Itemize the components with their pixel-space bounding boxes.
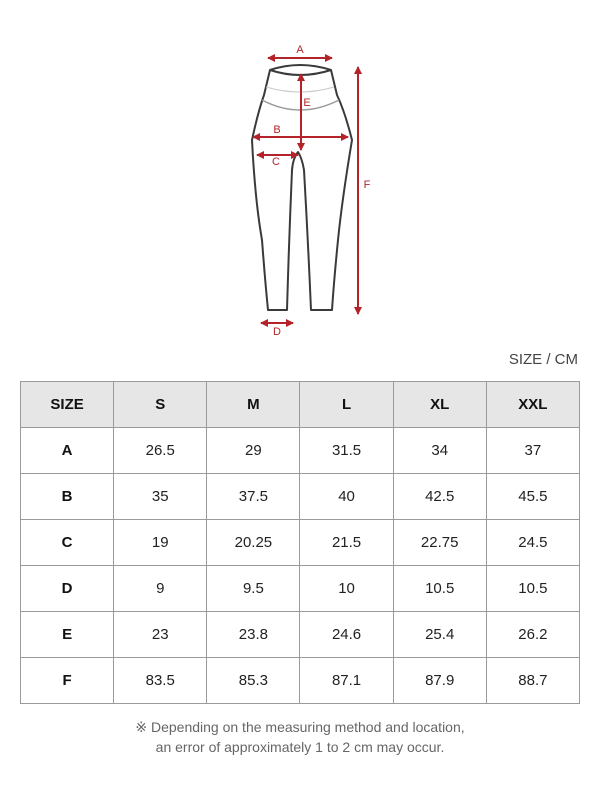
header-cell: XL <box>393 382 486 428</box>
table-cell: 19 <box>114 520 207 566</box>
row-label: E <box>21 612 114 658</box>
table-cell: 26.5 <box>114 428 207 474</box>
table-cell: 25.4 <box>393 612 486 658</box>
measurement-note <box>0 717 600 757</box>
table-cell: 35 <box>114 474 207 520</box>
table-cell: 23 <box>114 612 207 658</box>
header-cell: XXL <box>486 382 579 428</box>
row-label: A <box>21 428 114 474</box>
table-cell: 20.25 <box>207 520 300 566</box>
table-row <box>21 658 580 704</box>
size-table <box>20 381 580 704</box>
unit-label: SIZE / CM <box>508 351 578 368</box>
table-cell: 9 <box>114 566 207 612</box>
table-row <box>21 566 580 612</box>
row-label: F <box>21 658 114 704</box>
table-cell: 29 <box>207 428 300 474</box>
table-row <box>21 612 580 658</box>
table-row <box>21 474 580 520</box>
table-cell: 22.75 <box>393 520 486 566</box>
table-cell: 24.6 <box>300 612 393 658</box>
table-cell: 45.5 <box>486 474 579 520</box>
row-label: B <box>21 474 114 520</box>
table-cell: 10.5 <box>393 566 486 612</box>
table-cell: 21.5 <box>300 520 393 566</box>
row-label: D <box>21 566 114 612</box>
label-b: B <box>273 124 281 136</box>
table-cell: 9.5 <box>207 566 300 612</box>
label-c: C <box>272 156 280 168</box>
label-d: D <box>273 326 281 338</box>
waistband-top-curve <box>270 65 331 70</box>
header-cell: SIZE <box>21 382 114 428</box>
table-cell: 24.5 <box>486 520 579 566</box>
table-cell: 83.5 <box>114 658 207 704</box>
header-cell: S <box>114 382 207 428</box>
header-cell: M <box>207 382 300 428</box>
label-f: F <box>363 179 371 191</box>
table-cell: 23.8 <box>207 612 300 658</box>
leggings-illustration <box>0 0 600 345</box>
table-cell: 10 <box>300 566 393 612</box>
table-cell: 26.2 <box>486 612 579 658</box>
table-cell: 37 <box>486 428 579 474</box>
table-cell: 87.1 <box>300 658 393 704</box>
table-cell: 42.5 <box>393 474 486 520</box>
table-cell: 40 <box>300 474 393 520</box>
table-cell: 10.5 <box>486 566 579 612</box>
label-e: E <box>303 97 311 109</box>
note-line-1: ※ Depending on the measuring method and location, <box>135 719 465 735</box>
table-cell: 34 <box>393 428 486 474</box>
table-cell: 88.7 <box>486 658 579 704</box>
table-cell: 37.5 <box>207 474 300 520</box>
table-row <box>21 520 580 566</box>
row-label: C <box>21 520 114 566</box>
note-line-2: an error of approximately 1 to 2 cm may occur. <box>155 739 445 755</box>
table-header-row <box>21 382 580 428</box>
table-row <box>21 428 580 474</box>
table-cell: 85.3 <box>207 658 300 704</box>
measurement-diagram <box>0 0 600 345</box>
table-cell: 87.9 <box>393 658 486 704</box>
header-cell: L <box>300 382 393 428</box>
label-a: A <box>296 44 304 56</box>
table-cell: 31.5 <box>300 428 393 474</box>
